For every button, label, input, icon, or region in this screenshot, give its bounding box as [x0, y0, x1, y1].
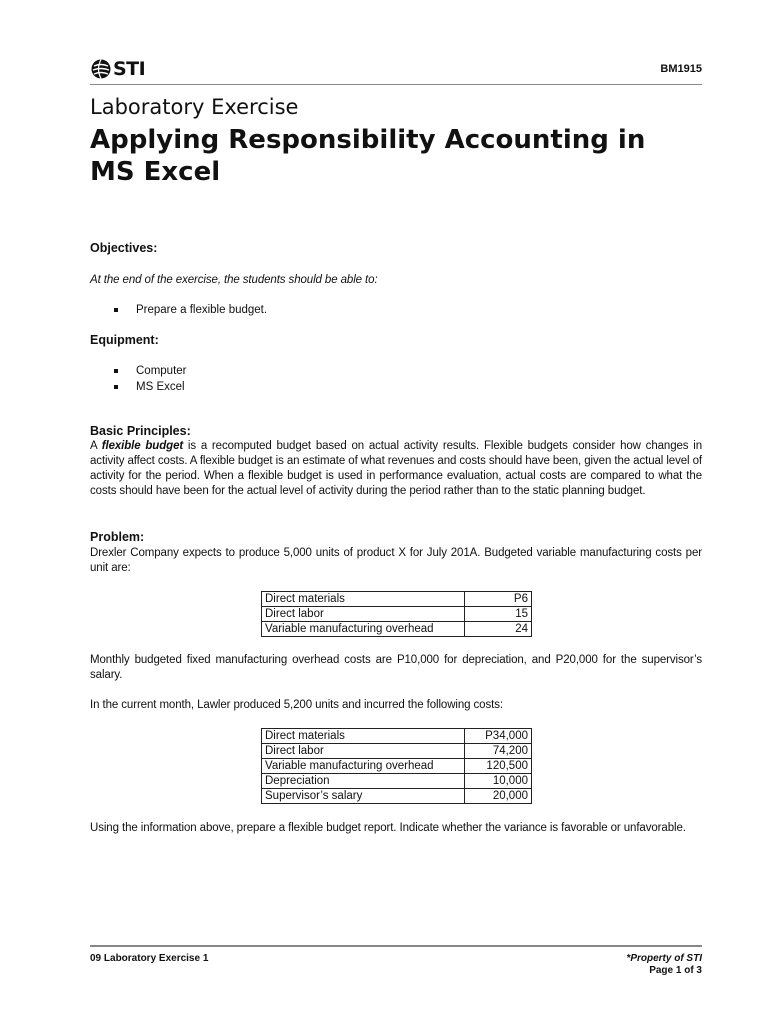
equipment-list [112, 363, 187, 395]
sti-globe-icon [90, 58, 112, 80]
footer-exercise-name: 09 Laboratory Exercise 1 [90, 953, 209, 964]
objectives-intro: At the end of the exercise, the students should be able to: [90, 274, 378, 286]
document-code: BM1915 [660, 63, 702, 75]
table-row: Direct materials P6 [262, 592, 532, 607]
instruction-text: Using the information above, prepare a flexible budget report. Indicate whether the variance is favorable or unfavorable. [90, 822, 686, 834]
list-item: Computer [112, 363, 187, 379]
objectives-heading: Objectives: [90, 241, 158, 255]
table-row: Direct materials P34,000 [262, 729, 532, 744]
list-item: MS Excel [112, 379, 187, 395]
page-footer [90, 945, 702, 976]
table-row: Direct labor 15 [262, 607, 532, 622]
table-row: Variable manufacturing overhead 24 [262, 622, 532, 637]
fixed-overhead-text: Monthly budgeted fixed manufacturing overhead costs are P10,000 for depreciation, and P20,000 for the supervisor’s salary. [90, 654, 702, 681]
page-header [90, 58, 702, 85]
actual-costs-intro: In the current month, Lawler produced 5,200 units and incurred the following costs: [90, 699, 503, 711]
table-row: Depreciation 10,000 [262, 774, 532, 789]
principles-text: is a recomputed budget based on actual activity results. Flexible budgets consider how changes in activity affect costs. A flexible budget is an estimate of what revenues and costs should have been, given the actual level of activity for the period. When a flexible budget is used in performance evaluation, actual costs are compared to what the costs should have been for the actual level of activity during the period rather than to the static planning budget. [90, 440, 702, 497]
objectives-list [112, 302, 267, 318]
page-title: Applying Responsibility Accounting in MS Excel [90, 125, 646, 187]
actual-cost-table [261, 728, 532, 804]
problem-heading: Problem: [90, 530, 145, 544]
page-number: Page 1 of 3 [649, 965, 702, 976]
footer-right [626, 953, 702, 977]
problem-intro: Drexler Company expects to produce 5,000 units of product X for July 201A. Budgeted variable manufacturing costs per unit are: [90, 547, 702, 574]
equipment-heading: Equipment: [90, 333, 159, 347]
property-note: *Property of STI [626, 953, 702, 964]
sti-logo [90, 58, 145, 80]
table-row: Supervisor’s salary 20,000 [262, 789, 532, 804]
exercise-label: Laboratory Exercise [90, 95, 299, 119]
table-row: Variable manufacturing overhead 120,500 [262, 759, 532, 774]
principles-prefix: A [90, 440, 102, 452]
unit-cost-table [261, 591, 532, 637]
logo-text: STI [113, 58, 146, 80]
principles-heading: Basic Principles: [90, 424, 191, 438]
principles-paragraph [90, 439, 702, 499]
table-row: Direct labor 74,200 [262, 744, 532, 759]
list-item: Prepare a flexible budget. [112, 302, 267, 318]
flexible-budget-term: flexible budget [101, 440, 184, 452]
